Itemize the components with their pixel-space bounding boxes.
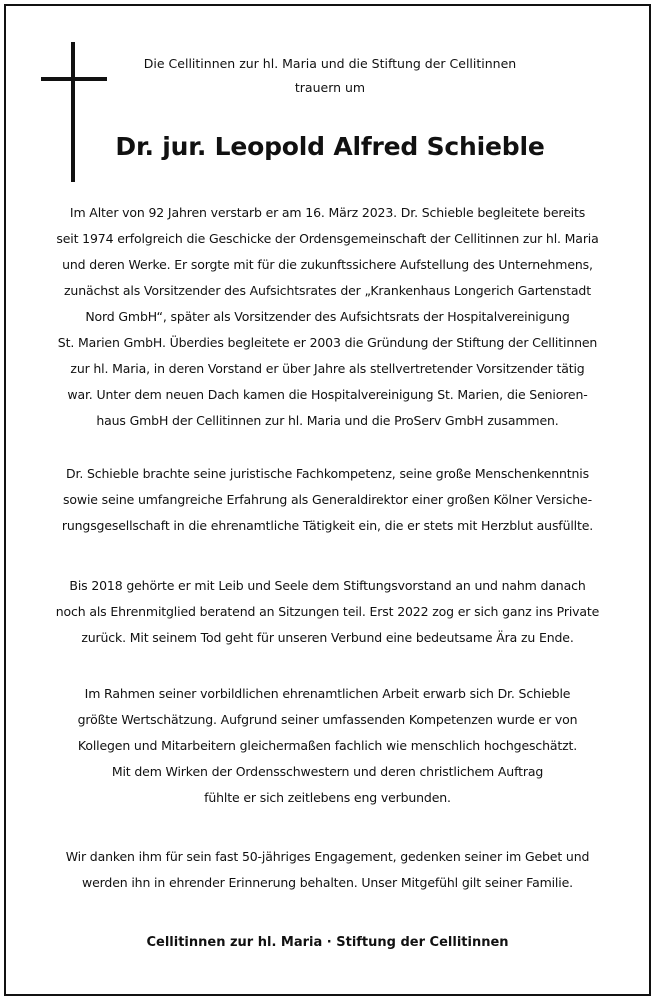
text-line: Mit dem Wirken der Ordensschwestern und deren christlichem Auftrag <box>111 764 544 779</box>
paragraph-expertise <box>20 461 635 539</box>
text-line: Im Alter von 92 Jahren verstarb er am 16. März 2023. Dr. Schieble begleitete bereits <box>69 205 586 220</box>
cross-vertical-bar <box>71 42 75 182</box>
text-line: St. Marien GmbH. Überdies begleitete er 2003 die Gründung der Stiftung der Cellitinnen <box>57 335 598 350</box>
paragraph-board <box>20 573 635 651</box>
text-line: Im Rahmen seiner vorbildlichen ehrenamtlichen Arbeit erwarb sich Dr. Schieble <box>84 686 571 701</box>
text-line: zur hl. Maria, in deren Vorstand er über Jahre als stellvertretender Vorsitzender tätig <box>70 361 585 376</box>
paragraph-appreciation <box>20 681 635 811</box>
text-line: zunächst als Vorsitzender des Aufsichtsrates der „Krankenhaus Longerich Gartenstadt <box>64 283 591 298</box>
text-line: zurück. Mit seinem Tod geht für unseren Verbund eine bedeutsame Ära zu Ende. <box>81 630 574 645</box>
signature: Cellitinnen zur hl. Maria · Stiftung der Cellitinnen <box>146 935 509 950</box>
deceased-name: Dr. jur. Leopold Alfred Schieble <box>115 132 545 161</box>
text-line: sowie seine umfangreiche Erfahrung als Generaldirektor einer großen Kölner Versiche- <box>63 492 592 507</box>
text-line: noch als Ehrenmitglied beratend an Sitzungen teil. Erst 2022 zog er sich ganz ins Private <box>55 604 600 619</box>
text-line: seit 1974 erfolgreich die Geschicke der Ordensgemeinschaft der Cellitinnen zur hl. Maria <box>56 231 599 246</box>
text-line: war. Unter dem neuen Dach kamen die Hospitalvereinigung St. Marien, die Senioren- <box>67 387 588 402</box>
text-line: Kollegen und Mitarbeitern gleichermaßen fachlich wie menschlich hochgeschätzt. <box>77 738 578 753</box>
intro-line-2: trauern um <box>294 80 366 95</box>
paragraph-thanks <box>20 844 635 896</box>
text-line: fühlte er sich zeitlebens eng verbunden. <box>204 790 451 805</box>
paragraph-biography <box>20 200 635 434</box>
text-line: Dr. Schieble brachte seine juristische Fachkompetenz, seine große Menschenkenntnis <box>66 466 589 481</box>
text-line: Wir danken ihm für sein fast 50-jähriges Engagement, gedenken seiner im Gebet und <box>65 849 590 864</box>
text-line: Bis 2018 gehörte er mit Leib und Seele dem Stiftungsvorstand an und nahm danach <box>69 578 586 593</box>
text-line: und deren Werke. Er sorgte mit für die zukunftssichere Aufstellung des Unternehmens, <box>62 257 593 272</box>
cross-horizontal-bar <box>41 77 107 81</box>
text-line: größte Wertschätzung. Aufgrund seiner umfassenden Kompetenzen wurde er von <box>77 712 578 727</box>
text-line: haus GmbH der Cellitinnen zur hl. Maria und die ProServ GmbH zusammen. <box>96 413 559 428</box>
intro-line-1: Die Cellitinnen zur hl. Maria und die Stiftung der Cellitinnen <box>143 56 517 71</box>
text-line: rungsgesellschaft in die ehrenamtliche Tätigkeit ein, die er stets mit Herzblut ausfüllte. <box>61 518 594 533</box>
text-line: Nord GmbH“, später als Vorsitzender des Aufsichtsrats der Hospitalvereinigung <box>85 309 570 324</box>
text-line: werden ihn in ehrender Erinnerung behalten. Unser Mitgefühl gilt seiner Familie. <box>82 875 573 890</box>
